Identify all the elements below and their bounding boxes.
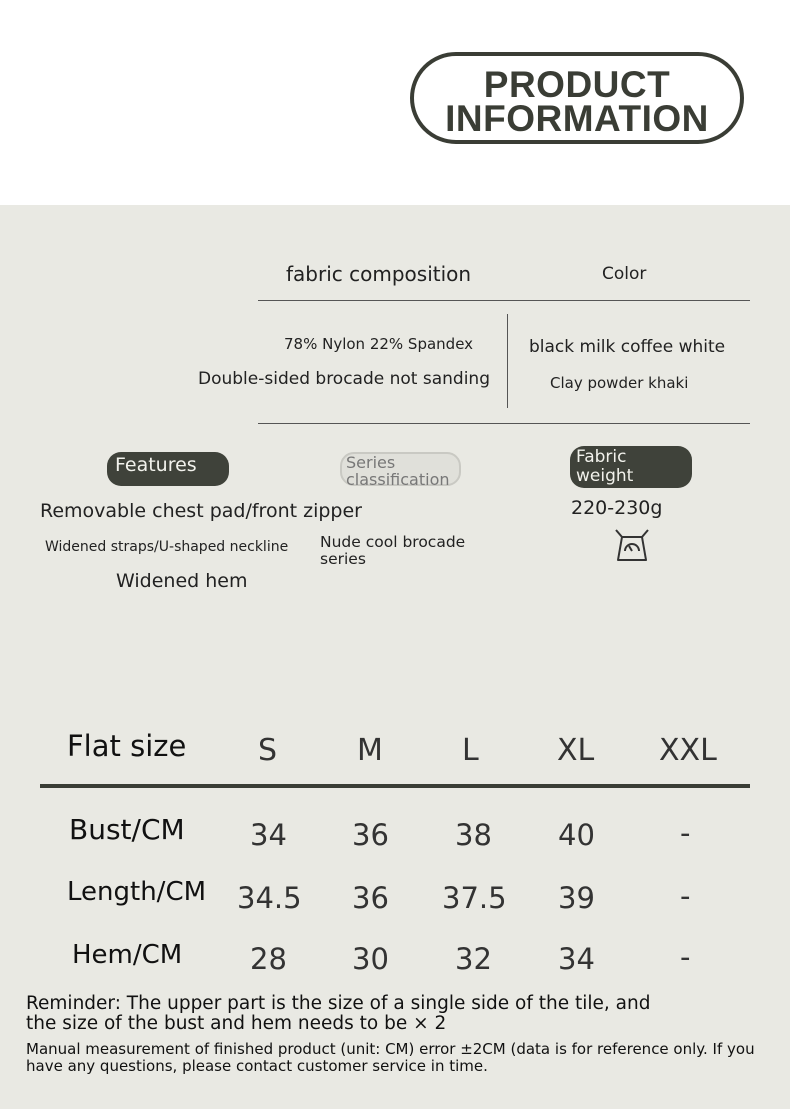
bust-m: 36 — [352, 818, 389, 852]
header-section — [0, 0, 790, 205]
manual-line1: Manual measurement of finished product (unit: CM) error ±2CM (data is for reference only. If you — [26, 1040, 755, 1058]
color-heading: Color — [602, 264, 647, 284]
series-value — [320, 534, 465, 568]
reminder-note — [26, 994, 650, 1034]
info-vertical-divider — [507, 314, 508, 408]
info-bottom-divider — [258, 423, 750, 424]
size-table-divider — [40, 784, 750, 788]
title-line-1: PRODUCT — [483, 64, 671, 105]
series-badge-line2: classification — [346, 470, 450, 489]
feature-item-3: Widened hem — [116, 570, 248, 592]
features-badge-label: Features — [115, 454, 197, 476]
size-header-xl: XL — [557, 733, 595, 768]
bust-xl: 40 — [558, 818, 595, 852]
length-xl: 39 — [558, 881, 595, 915]
hem-xxl: - — [680, 940, 691, 974]
length-xxl: - — [680, 879, 691, 913]
feature-item-1: Removable chest pad/front zipper — [40, 500, 362, 522]
fabric-value-line1: 78% Nylon 22% Spandex — [284, 335, 474, 353]
fabric-composition-heading: fabric composition — [286, 262, 472, 286]
size-header-m: M — [357, 733, 383, 768]
bust-l: 38 — [455, 818, 492, 852]
size-header-s: S — [258, 733, 278, 768]
series-value-line1: Nude cool brocade — [320, 533, 466, 551]
series-value-line2: series — [320, 550, 366, 568]
fabric-weight-badge — [570, 446, 692, 488]
series-classification-badge — [340, 452, 461, 489]
fabric-weight-value: 220-230g — [571, 497, 663, 519]
fabric-value-line2: Double-sided brocade not sanding — [198, 369, 490, 389]
size-header-l: L — [462, 733, 479, 768]
manual-line2: have any questions, please contact customer service in time. — [26, 1057, 488, 1075]
length-s: 34.5 — [237, 881, 302, 915]
manual-measurement-note — [26, 1041, 755, 1075]
bust-s: 34 — [250, 818, 287, 852]
weight-badge-line1: Fabric — [576, 447, 627, 467]
hem-s: 28 — [250, 942, 287, 976]
row-label-length: Length/CM — [67, 877, 207, 907]
reminder-line1: Reminder: The upper part is the size of a single side of the tile, and — [26, 993, 651, 1014]
series-badge-line1: Series — [346, 453, 396, 472]
length-m: 36 — [352, 881, 389, 915]
feature-item-2: Widened straps/U-shaped neckline — [45, 539, 289, 555]
hem-xl: 34 — [558, 942, 595, 976]
title-line-2: INFORMATION — [445, 98, 709, 139]
hem-m: 30 — [352, 942, 389, 976]
info-top-divider — [258, 300, 750, 301]
color-value-line2: Clay powder khaki — [550, 374, 689, 392]
flat-size-header: Flat size — [67, 729, 187, 763]
features-badge — [107, 452, 229, 486]
hem-l: 32 — [455, 942, 492, 976]
color-value-line1: black milk coffee white — [529, 337, 726, 357]
row-label-hem: Hem/CM — [72, 940, 183, 970]
product-information-badge — [410, 52, 744, 144]
row-label-bust: Bust/CM — [69, 813, 185, 846]
scale-icon — [613, 528, 651, 568]
weight-badge-line2: weight — [576, 466, 634, 486]
bust-xxl: - — [680, 816, 691, 850]
length-l: 37.5 — [442, 881, 507, 915]
size-header-xxl: XXL — [659, 733, 717, 768]
reminder-line2: the size of the bust and hem needs to be × 2 — [26, 1013, 447, 1034]
